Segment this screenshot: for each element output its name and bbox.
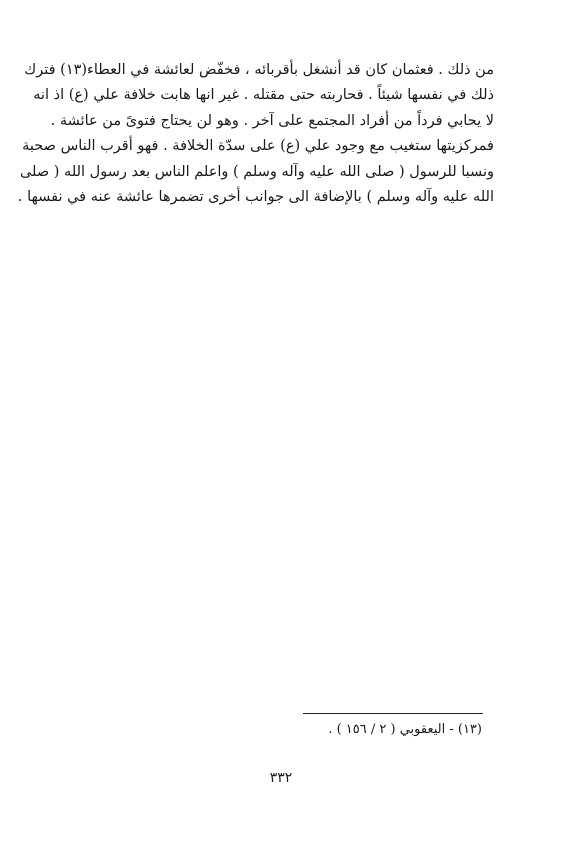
body-line-3: لا يحابي فرداً من أفراد المجتمع على آخر . وهو لن يحتاج فتوىً من عائشة . xyxy=(50,112,494,129)
footnote: (١٣) - اليعقوبي ( ٢ / ١٥٦ ) . xyxy=(328,722,482,737)
body-paragraph xyxy=(17,58,494,210)
body-line-1: من ذلك . فعثمان كان قد أنشغل بأقربائه ، فخفّض لعائشة في العطاء(١٣) فترك xyxy=(24,62,494,78)
body-line-2: ذلك في نفسها شيئاً . فحاربته حتى مقتله . غير انها هابت خلافة علي (ع) اذ انه xyxy=(33,87,494,104)
body-line-5: ونسبا للرسول ( صلى الله عليه وآله وسلم ) واعلم الناس بعد رسول الله ( صلى xyxy=(19,163,494,180)
body-line-4: فمركزيتها ستغيب مع وجود علي (ع) على سدّة الخلافة . فهو أقرب الناس صحبة xyxy=(22,138,494,155)
page-number: ٣٣٢ xyxy=(269,770,293,786)
footnote-divider xyxy=(303,713,483,714)
body-line-6: الله عليه وآله وسلم ) بالإضافة الى جوانب أخرى تضمرها عائشة عنه في نفسها . xyxy=(17,189,494,206)
